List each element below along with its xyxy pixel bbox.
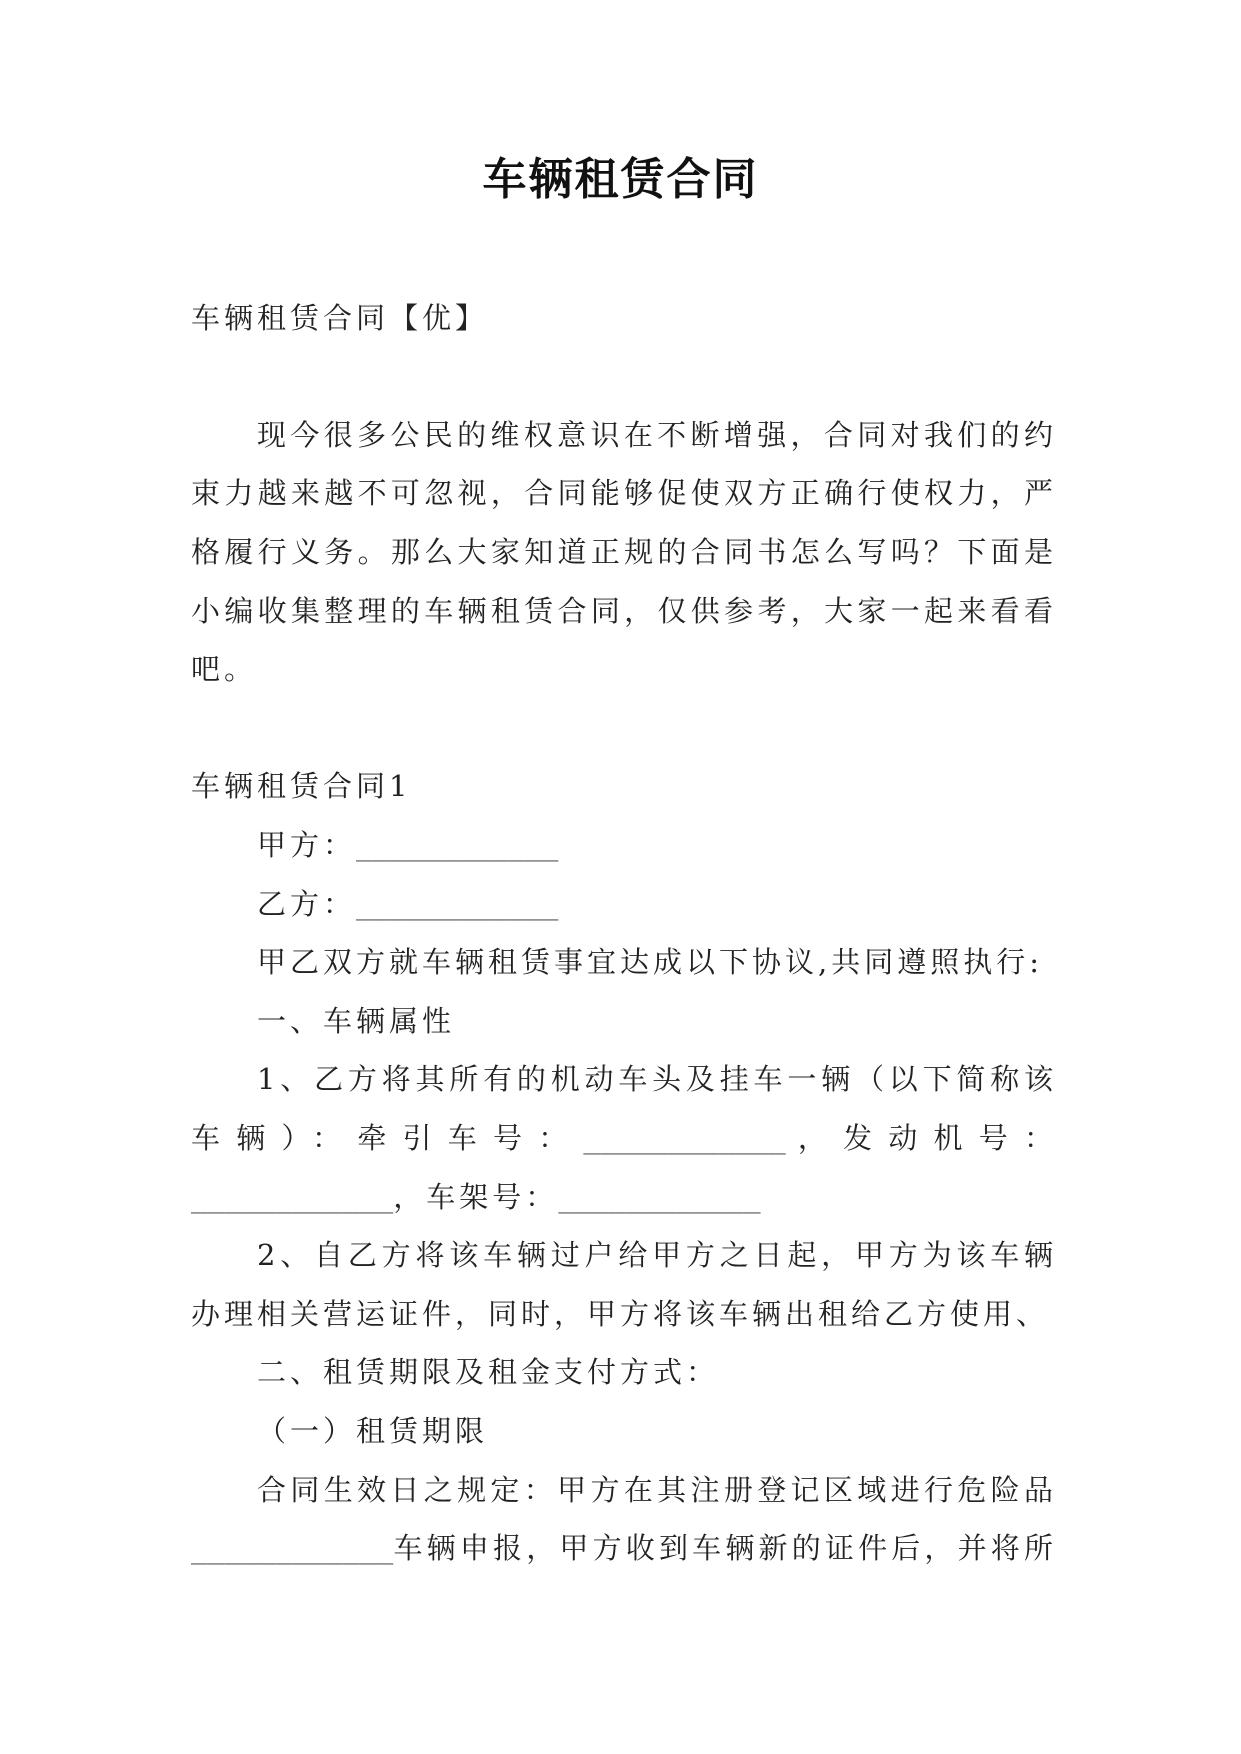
section-1-heading: 一、车辆属性 (257, 1003, 456, 1038)
blank-field: ____________ (583, 1122, 786, 1155)
clause-1-text: ，发动机号： (785, 1121, 1057, 1155)
party-a-line (191, 816, 1057, 875)
blank-field: ____________ (191, 1532, 394, 1566)
blank-field: ____________ (558, 1180, 761, 1214)
clause-1-line: 1、乙方将其所有的机动车头及挂车一辆（以下简称该 (257, 1062, 1057, 1097)
term-clause-line (191, 1519, 1057, 1578)
blank-field: ____________ (191, 1180, 394, 1214)
document-title: 车辆租赁合同 (482, 154, 759, 205)
document-subtitle: 车辆租赁合同【优】 (191, 300, 489, 335)
clause-1-text: 车辆）：牵引车号： (191, 1121, 584, 1155)
clause-1-text: ，车架号： (393, 1179, 559, 1214)
blank-field: ____________ (356, 887, 559, 921)
section-2-subheading: （一）租赁期限 (257, 1413, 489, 1448)
section-2-heading: 二、租赁期限及租金支付方式： (257, 1355, 720, 1390)
party-b-label: 乙方： (257, 886, 357, 921)
party-a-label: 甲方： (257, 828, 357, 863)
term-clause-line: 合同生效日之规定：甲方在其注册登记区域进行危险品 (257, 1472, 1057, 1507)
party-b-line (191, 875, 1057, 934)
intro-line: 小编收集整理的车辆租赁合同，仅供参考，大家一起来看看 (191, 593, 1057, 628)
term-clause-text: 车辆申报，甲方收到车辆新的证件后，并将所 (393, 1531, 1057, 1566)
contract-heading: 车辆租赁合同1 (191, 769, 412, 804)
blank-field: ____________ (356, 829, 559, 863)
intro-line: 束力越来越不可忽视，合同能够促使双方正确行使权力，严 (191, 476, 1057, 511)
clause-1-line (191, 1109, 1057, 1168)
intro-line: 吧。 (191, 652, 258, 687)
intro-line: 格履行义务。那么大家知道正规的合同书怎么写吗？下面是 (191, 535, 1057, 570)
agreement-line: 甲乙双方就车辆租赁事宜达成以下协议,共同遵照执行: (257, 945, 1043, 980)
document-body (191, 289, 1057, 1578)
clause-2-line: 2、自乙方将该车辆过户给甲方之日起，甲方为该车辆 (257, 1238, 1057, 1273)
clause-1-line (191, 1168, 1057, 1227)
clause-2-line: 办理相关营运证件，同时，甲方将该车辆出租给乙方使用、 (191, 1296, 1050, 1331)
intro-line: 现今很多公民的维权意识在不断增强，合同对我们的约 (257, 417, 1057, 452)
